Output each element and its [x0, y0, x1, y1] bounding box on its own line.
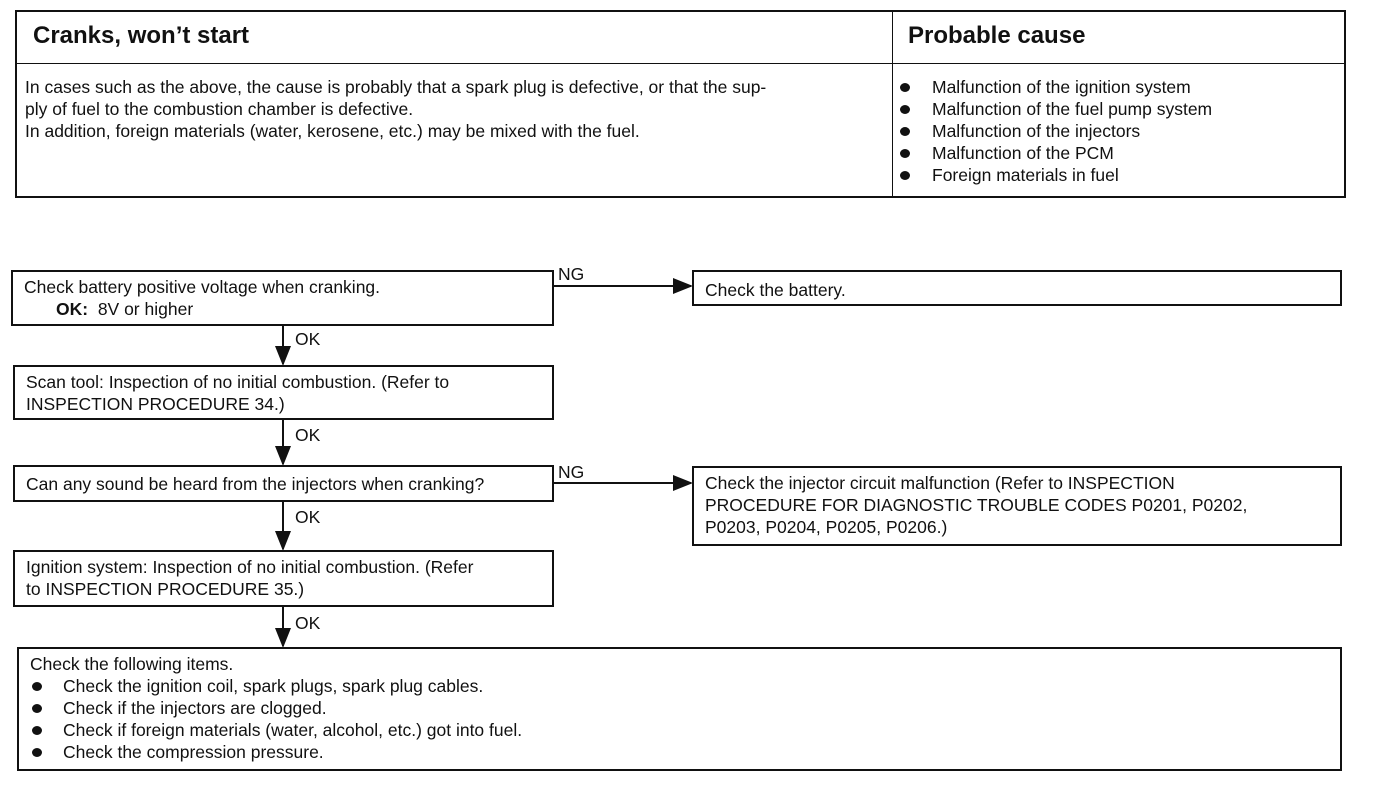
check-text: Check if the injectors are clogged.: [63, 698, 327, 718]
bullet-icon: [32, 748, 42, 757]
ok-label: OK: [295, 425, 321, 445]
step-text: Ignition system: Inspection of no initial combustion. (Refer: [26, 557, 474, 577]
cause-text: Malfunction of the ignition system: [932, 77, 1191, 97]
bullet-icon: [32, 726, 42, 735]
check-item: [30, 719, 1329, 741]
ok-criteria-value: 8V or higher: [97, 299, 194, 319]
result-text: PROCEDURE FOR DIAGNOSTIC TROUBLE CODES P0201, P0202,: [705, 495, 1248, 515]
description-line: In addition, foreign materials (water, kerosene, etc.) may be mixed with the fuel.: [25, 121, 640, 141]
description-line: In cases such as the above, the cause is probably that a spark plug is defective, or that the sup-: [25, 77, 767, 97]
check-battery-voltage-step: [11, 270, 554, 326]
check-text: Check the compression pressure.: [63, 742, 324, 762]
cause-text: Malfunction of the PCM: [932, 143, 1114, 163]
result-text: Check the battery.: [705, 280, 846, 300]
bullet-icon: [32, 704, 42, 713]
step-text: INSPECTION PROCEDURE 34.): [26, 394, 285, 414]
ng-label: NG: [558, 462, 585, 482]
step-text: Can any sound be heard from the injectors when cranking?: [26, 474, 485, 494]
description-line: ply of fuel to the combustion chamber is defective.: [25, 99, 414, 119]
injector-circuit-result: [692, 466, 1342, 546]
final-intro: Check the following items.: [30, 654, 234, 674]
ng-label: NG: [558, 264, 585, 284]
ignition-system-step: [13, 550, 554, 607]
ok-criteria: [24, 298, 541, 320]
result-text: P0203, P0204, P0205, P0206.): [705, 517, 948, 537]
ok-label: OK: [295, 613, 321, 633]
ok-label: OK: [295, 329, 321, 349]
final-check-list: [30, 675, 1329, 763]
cause-text: Malfunction of the fuel pump system: [932, 99, 1213, 119]
ok-criteria-label: OK:: [56, 299, 89, 319]
cause-text: Foreign materials in fuel: [932, 165, 1119, 185]
step-text: Scan tool: Inspection of no initial combustion. (Refer to: [26, 372, 450, 392]
cause-text: Malfunction of the injectors: [932, 121, 1141, 141]
step-text: to INSPECTION PROCEDURE 35.): [26, 579, 305, 599]
final-checks-box: [17, 647, 1342, 771]
step-text: Check battery positive voltage when cranking.: [24, 277, 381, 297]
check-text: Check the ignition coil, spark plugs, spark plug cables.: [63, 676, 484, 696]
injector-sound-step: [13, 465, 554, 502]
scan-tool-step: [13, 365, 554, 420]
symptom-title: Cranks, won’t start: [33, 22, 250, 49]
check-item: [30, 741, 1329, 763]
probable-cause-title: Probable cause: [908, 22, 1086, 49]
ok-label: OK: [295, 507, 321, 527]
check-battery-result: [692, 270, 1342, 306]
bullet-icon: [32, 682, 42, 691]
check-text: Check if foreign materials (water, alcohol, etc.) got into fuel.: [63, 720, 523, 740]
result-text: Check the injector circuit malfunction (Refer to INSPECTION: [705, 473, 1175, 493]
check-item: [30, 697, 1329, 719]
check-item: [30, 675, 1329, 697]
